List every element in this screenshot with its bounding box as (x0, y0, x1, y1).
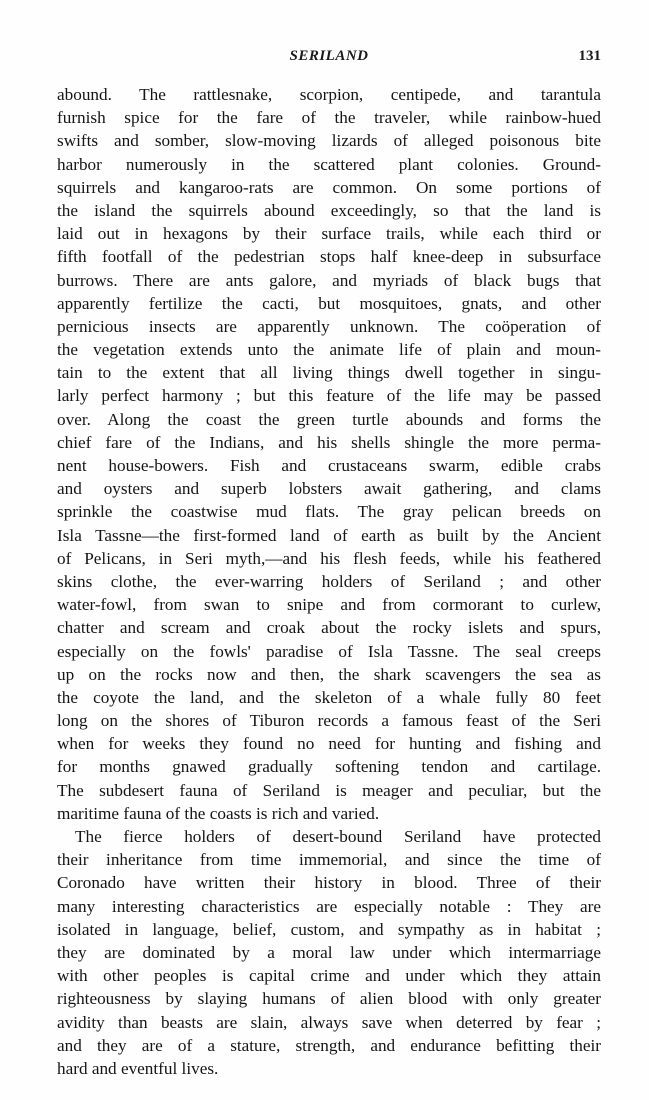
text-line: for months gnawed gradually softening tendon and cartilage. (57, 757, 601, 777)
text-line: abound. The rattlesnake, scorpion, centipede, and tarantula (57, 85, 601, 104)
text-line: water-fowl, from swan to snipe and from cormorant to curlew, (57, 595, 601, 615)
text-line: hard and eventful lives. (57, 1058, 219, 1078)
text-line: sprinkle the coastwise mud flats. The gray pelican breeds on (57, 502, 601, 522)
text-line: fifth footfall of the pedestrian stops half knee-deep in subsurface (57, 247, 601, 267)
text-line: righteousness by slaying humans of alien blood with only greater (57, 989, 601, 1009)
text-line: laid out in hexagons by their surface trails, while each third or (57, 224, 601, 244)
text-line: of Pelicans, in Seri myth,—and his flesh feeds, while his feathered (57, 548, 601, 568)
page-number: 131 (578, 48, 601, 64)
text-line: over. Along the coast the green turtle abounds and forms the (57, 409, 601, 429)
text-line: avidity than beasts are slain, always save when deterred by fear ; (57, 1012, 601, 1032)
text-line: chatter and scream and croak about the rocky islets and spurs, (57, 618, 601, 638)
text-line: chief fare of the Indians, and his shells shingle the more perma- (57, 432, 601, 452)
paragraph-fauna (57, 83, 601, 825)
text-line: swifts and somber, slow-moving lizards of alleged poisonous bite (57, 131, 601, 151)
body-text (57, 83, 601, 1080)
text-line: furnish spice for the fare of the traveler, while rainbow-hued (57, 108, 601, 128)
text-line: apparently fertilize the cacti, but mosquitoes, gnats, and other (57, 293, 601, 313)
text-line: The fierce holders of desert-bound Seriland have protected (75, 827, 601, 846)
text-line: their inheritance from time immemorial, and since the time of (57, 850, 601, 870)
text-line: and oysters and superb lobsters await gathering, and clams (57, 479, 601, 499)
text-line: skins clothe, the ever-warring holders of Seriland ; and other (57, 571, 601, 591)
text-line: Isla Tassne—the first-formed land of earth as built by the Ancient (57, 525, 601, 545)
text-line: nent house-bowers. Fish and crustaceans swarm, edible crabs (57, 456, 601, 475)
text-line: larly perfect harmony ; but this feature of the life may be passed (57, 386, 601, 406)
text-line: and they are of a stature, strength, and endurance befitting their (57, 1035, 601, 1055)
text-line: the island the squirrels abound exceedingly, so that the land is (57, 200, 601, 220)
text-line: isolated in language, belief, custom, and sympathy as in habitat ; (57, 919, 601, 939)
text-line: up on the rocks now and then, the shark scavengers the sea as (57, 664, 601, 684)
text-line: especially on the fowls' paradise of Isla Tassne. The seal creeps (57, 641, 601, 661)
running-title: SERILAND (289, 48, 369, 64)
text-line: The subdesert fauna of Seriland is meager and peculiar, but the (57, 780, 601, 800)
text-line: the coyote the land, and the skeleton of a whale fully 80 feet (57, 687, 601, 707)
text-line: tain to the extent that all living things dwell together in singu- (57, 363, 601, 383)
text-line: maritime fauna of the coasts is rich and varied. (57, 803, 380, 823)
text-line: they are dominated by a moral law under which intermarriage (57, 942, 601, 962)
text-line: Coronado have written their history in blood. Three of their (57, 873, 601, 893)
text-line: the vegetation extends unto the animate life of plain and moun- (57, 340, 601, 360)
text-line: pernicious insects are apparently unknown. The coöperation of (57, 316, 601, 336)
text-line: when for weeks they found no need for hunting and fishing and (57, 734, 601, 754)
text-line: harbor numerously in the scattered plant colonies. Ground- (57, 154, 601, 174)
text-line: many interesting characteristics are especially notable : They are (57, 896, 601, 916)
page-header (57, 48, 601, 72)
paragraph-seri-characteristics (57, 825, 601, 1080)
text-line: burrows. There are ants galore, and myriads of black bugs that (57, 270, 601, 290)
text-line: with other peoples is capital crime and under which they attain (57, 966, 601, 986)
text-line: long on the shores of Tiburon records a famous feast of the Seri (57, 711, 601, 731)
text-line: squirrels and kangaroo-rats are common. On some portions of (57, 177, 601, 197)
